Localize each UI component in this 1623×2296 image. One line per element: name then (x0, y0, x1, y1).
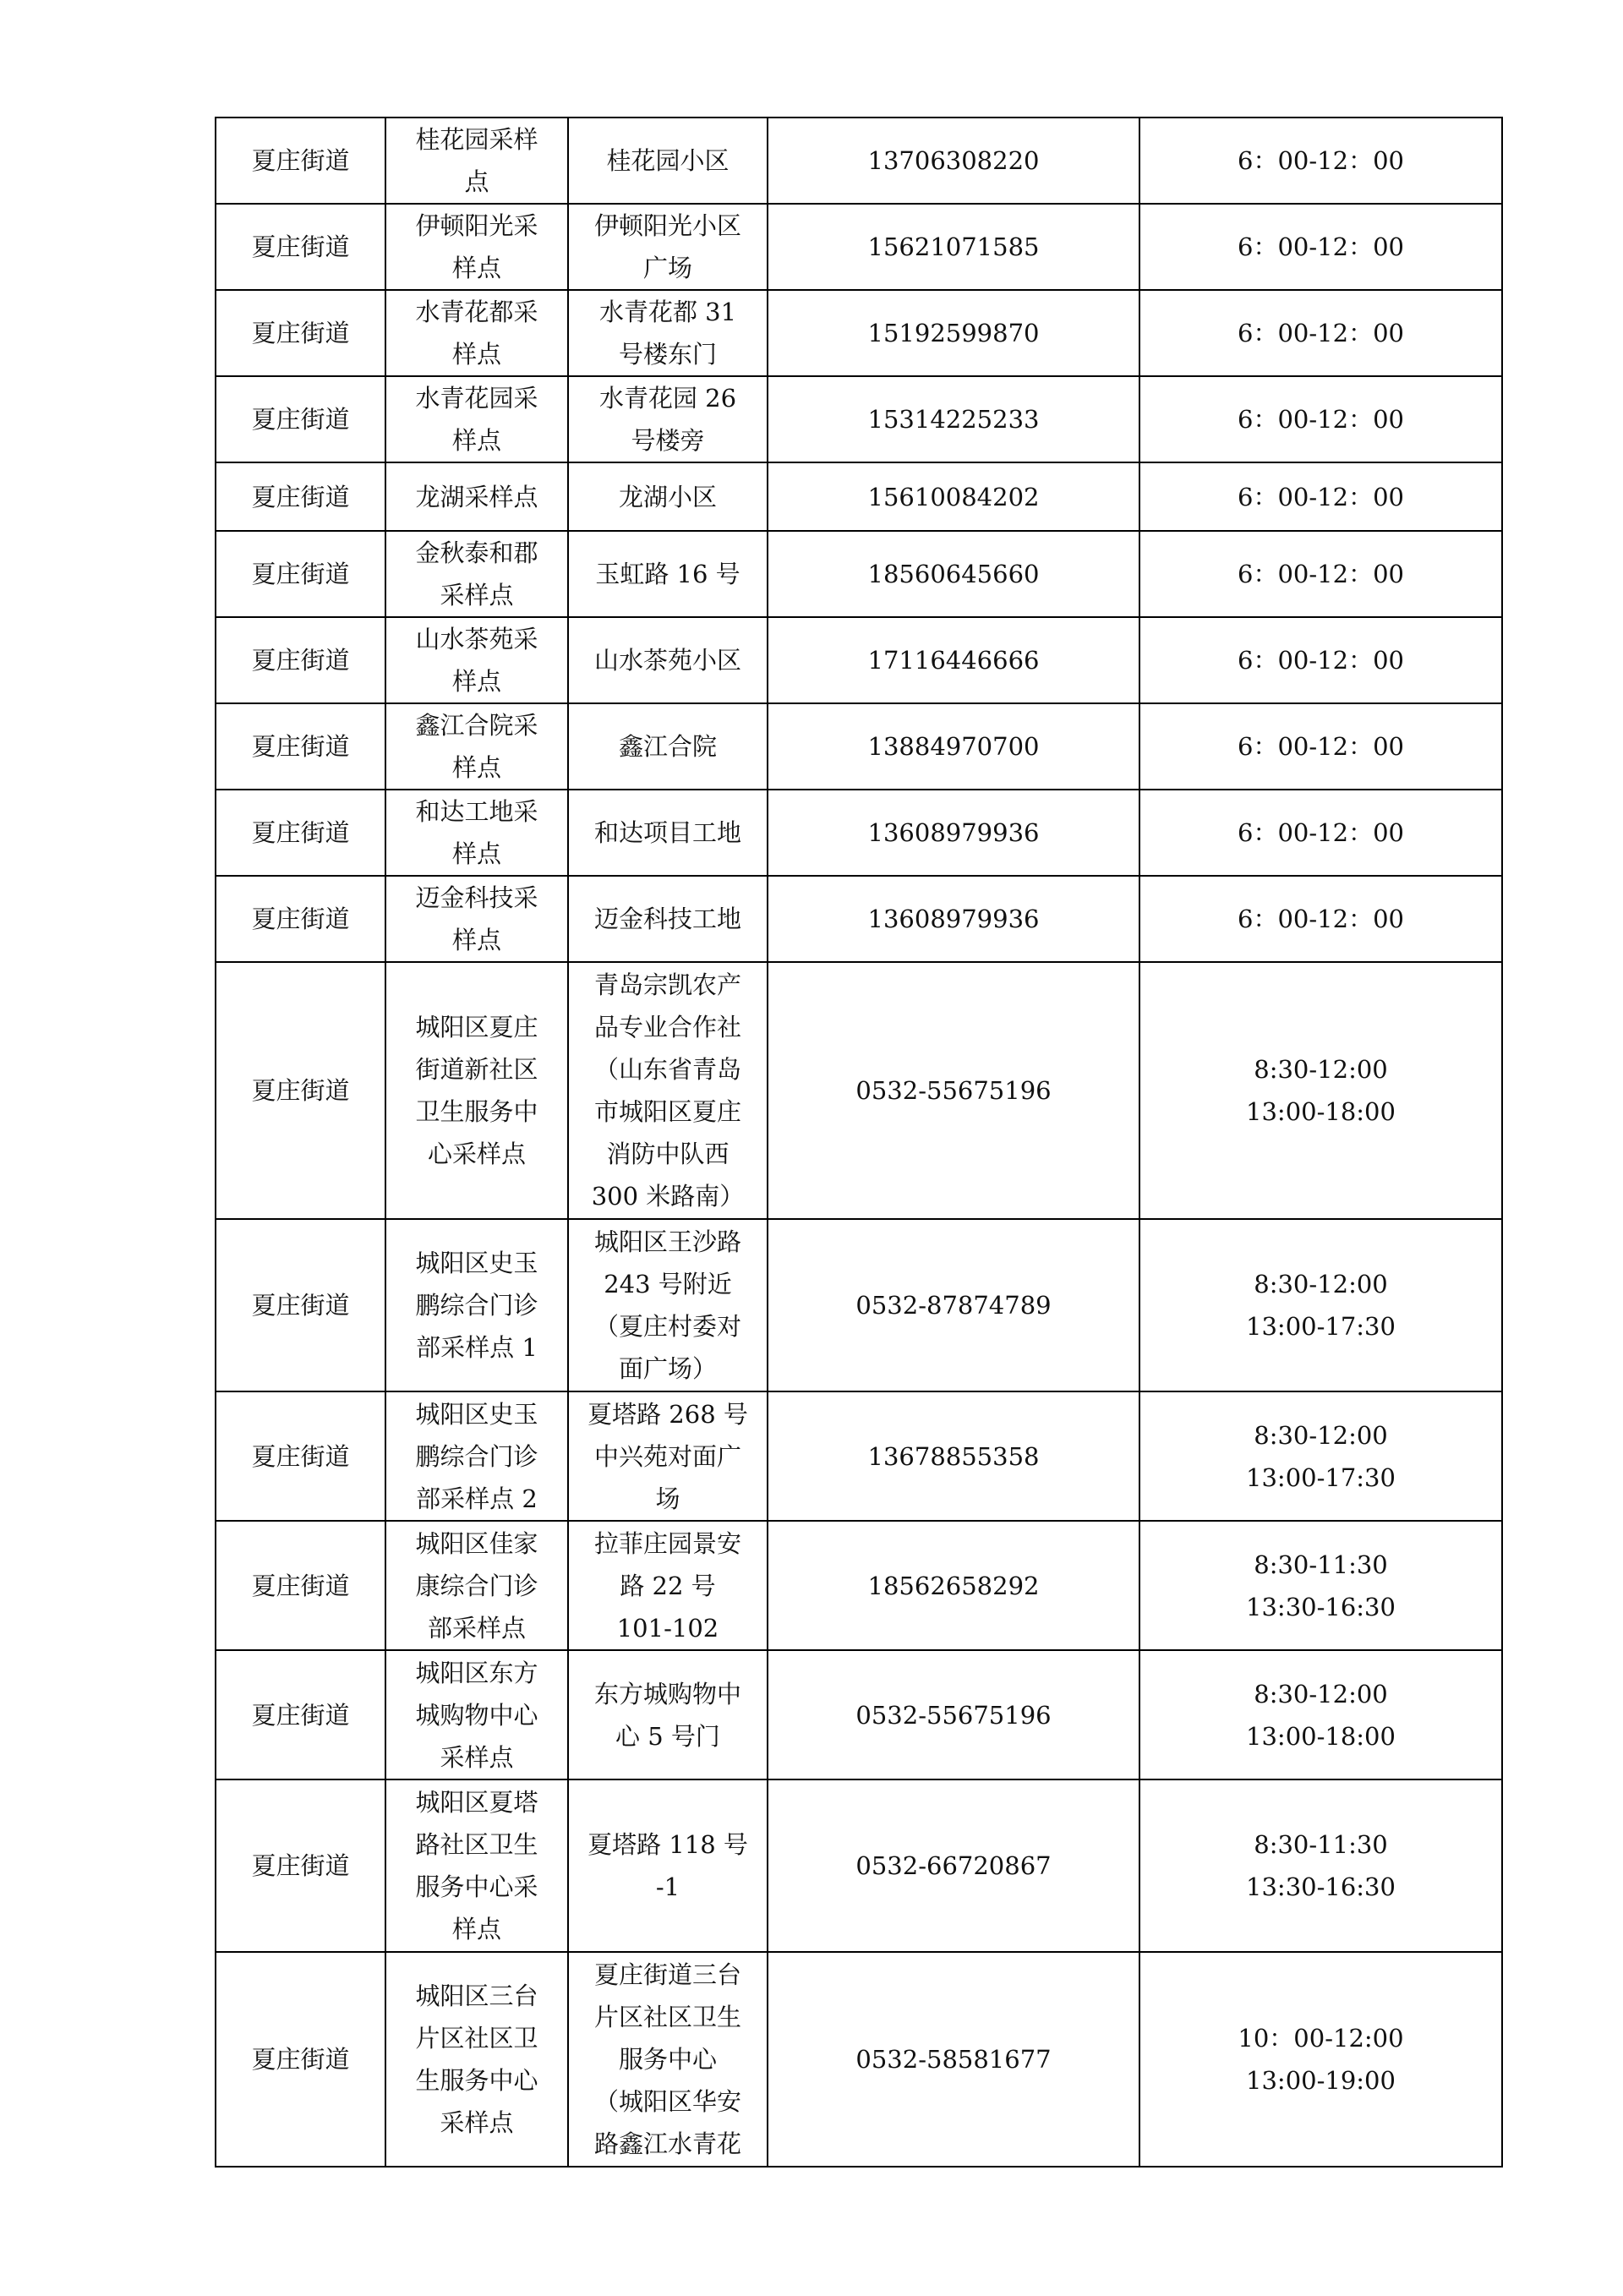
hours-cell: 6：00-12：00 (1139, 876, 1502, 962)
phone-cell: 18562658292 (768, 1521, 1139, 1650)
hours-cell: 6：00-12：00 (1139, 703, 1502, 790)
table-row (216, 118, 1502, 204)
address-cell: 夏塔路 118 号 -1 (568, 1779, 768, 1952)
phone-cell: 0532-66720867 (768, 1779, 1139, 1952)
street-cell: 夏庄街道 (216, 531, 385, 617)
phone-cell: 13884970700 (768, 703, 1139, 790)
street-cell: 夏庄街道 (216, 1219, 385, 1391)
phone-cell: 13608979936 (768, 876, 1139, 962)
address-cell: 玉虹路 16 号 (568, 531, 768, 617)
hours-cell: 6：00-12：00 (1139, 790, 1502, 876)
table-row (216, 790, 1502, 876)
street-cell: 夏庄街道 (216, 1952, 385, 2167)
site-name-cell: 和达工地采 样点 (385, 790, 568, 876)
table-row (216, 290, 1502, 376)
hours-cell: 8:30-11:30 13:30-16:30 (1139, 1521, 1502, 1650)
site-name-cell: 迈金科技采 样点 (385, 876, 568, 962)
phone-cell: 0532-55675196 (768, 962, 1139, 1219)
table-row (216, 462, 1502, 531)
address-cell: 城阳区王沙路 243 号附近 （夏庄村委对 面广场） (568, 1219, 768, 1391)
street-cell: 夏庄街道 (216, 376, 385, 462)
table-row (216, 1521, 1502, 1650)
hours-cell: 8:30-12:00 13:00-18:00 (1139, 962, 1502, 1219)
site-name-cell: 水青花都采 样点 (385, 290, 568, 376)
table-row (216, 876, 1502, 962)
table-row (216, 703, 1502, 790)
address-cell: 迈金科技工地 (568, 876, 768, 962)
street-cell: 夏庄街道 (216, 703, 385, 790)
street-cell: 夏庄街道 (216, 204, 385, 290)
hours-cell: 6：00-12：00 (1139, 462, 1502, 531)
address-cell: 伊顿阳光小区 广场 (568, 204, 768, 290)
table-row (216, 1779, 1502, 1952)
hours-cell: 6：00-12：00 (1139, 118, 1502, 204)
site-name-cell: 城阳区夏塔 路社区卫生 服务中心采 样点 (385, 1779, 568, 1952)
table-row (216, 1391, 1502, 1521)
phone-cell: 13706308220 (768, 118, 1139, 204)
hours-cell: 8:30-12:00 13:00-17:30 (1139, 1219, 1502, 1391)
hours-cell: 6：00-12：00 (1139, 376, 1502, 462)
street-cell: 夏庄街道 (216, 1391, 385, 1521)
street-cell: 夏庄街道 (216, 790, 385, 876)
site-name-cell: 龙湖采样点 (385, 462, 568, 531)
hours-cell: 8:30-12:00 13:00-18:00 (1139, 1650, 1502, 1779)
table-row (216, 376, 1502, 462)
site-name-cell: 水青花园采 样点 (385, 376, 568, 462)
address-cell: 水青花园 26 号楼旁 (568, 376, 768, 462)
table-row (216, 617, 1502, 703)
site-name-cell: 鑫江合院采 样点 (385, 703, 568, 790)
table-row (216, 204, 1502, 290)
phone-cell: 0532-87874789 (768, 1219, 1139, 1391)
hours-cell: 6：00-12：00 (1139, 617, 1502, 703)
site-name-cell: 城阳区三台 片区社区卫 生服务中心 采样点 (385, 1952, 568, 2167)
address-cell: 桂花园小区 (568, 118, 768, 204)
site-name-cell: 伊顿阳光采 样点 (385, 204, 568, 290)
site-name-cell: 城阳区佳家 康综合门诊 部采样点 (385, 1521, 568, 1650)
street-cell: 夏庄街道 (216, 118, 385, 204)
street-cell: 夏庄街道 (216, 1779, 385, 1952)
phone-cell: 15314225233 (768, 376, 1139, 462)
address-cell: 鑫江合院 (568, 703, 768, 790)
phone-cell: 17116446666 (768, 617, 1139, 703)
phone-cell: 0532-58581677 (768, 1952, 1139, 2167)
street-cell: 夏庄街道 (216, 962, 385, 1219)
address-cell: 和达项目工地 (568, 790, 768, 876)
address-cell: 水青花都 31 号楼东门 (568, 290, 768, 376)
phone-cell: 0532-55675196 (768, 1650, 1139, 1779)
address-cell: 山水茶苑小区 (568, 617, 768, 703)
site-name-cell: 城阳区史玉 鹏综合门诊 部采样点 2 (385, 1391, 568, 1521)
address-cell: 龙湖小区 (568, 462, 768, 531)
hours-cell: 6：00-12：00 (1139, 290, 1502, 376)
address-cell: 拉菲庄园景安 路 22 号 101-102 (568, 1521, 768, 1650)
street-cell: 夏庄街道 (216, 1650, 385, 1779)
street-cell: 夏庄街道 (216, 876, 385, 962)
phone-cell: 18560645660 (768, 531, 1139, 617)
hours-cell: 10：00-12:00 13:00-19:00 (1139, 1952, 1502, 2167)
phone-cell: 13678855358 (768, 1391, 1139, 1521)
sampling-sites-table (215, 117, 1503, 2168)
street-cell: 夏庄街道 (216, 1521, 385, 1650)
site-name-cell: 金秋泰和郡 采样点 (385, 531, 568, 617)
table-row (216, 1650, 1502, 1779)
address-cell: 夏塔路 268 号 中兴苑对面广 场 (568, 1391, 768, 1521)
phone-cell: 15610084202 (768, 462, 1139, 531)
table-row (216, 1219, 1502, 1391)
address-cell: 夏庄街道三台 片区社区卫生 服务中心 （城阳区华安 路鑫江水青花 (568, 1952, 768, 2167)
hours-cell: 8:30-12:00 13:00-17:30 (1139, 1391, 1502, 1521)
phone-cell: 15192599870 (768, 290, 1139, 376)
street-cell: 夏庄街道 (216, 617, 385, 703)
phone-cell: 13608979936 (768, 790, 1139, 876)
table-row (216, 531, 1502, 617)
phone-cell: 15621071585 (768, 204, 1139, 290)
hours-cell: 6：00-12：00 (1139, 531, 1502, 617)
address-cell: 青岛宗凯农产 品专业合作社 （山东省青岛 市城阳区夏庄 消防中队西 300 米路南） (568, 962, 768, 1219)
site-name-cell: 城阳区史玉 鹏综合门诊 部采样点 1 (385, 1219, 568, 1391)
site-name-cell: 山水茶苑采 样点 (385, 617, 568, 703)
site-name-cell: 桂花园采样 点 (385, 118, 568, 204)
site-name-cell: 城阳区夏庄 街道新社区 卫生服务中 心采样点 (385, 962, 568, 1219)
hours-cell: 8:30-11:30 13:30-16:30 (1139, 1779, 1502, 1952)
site-name-cell: 城阳区东方 城购物中心 采样点 (385, 1650, 568, 1779)
table-row (216, 1952, 1502, 2167)
street-cell: 夏庄街道 (216, 290, 385, 376)
hours-cell: 6：00-12：00 (1139, 204, 1502, 290)
address-cell: 东方城购物中 心 5 号门 (568, 1650, 768, 1779)
street-cell: 夏庄街道 (216, 462, 385, 531)
table-row (216, 962, 1502, 1219)
